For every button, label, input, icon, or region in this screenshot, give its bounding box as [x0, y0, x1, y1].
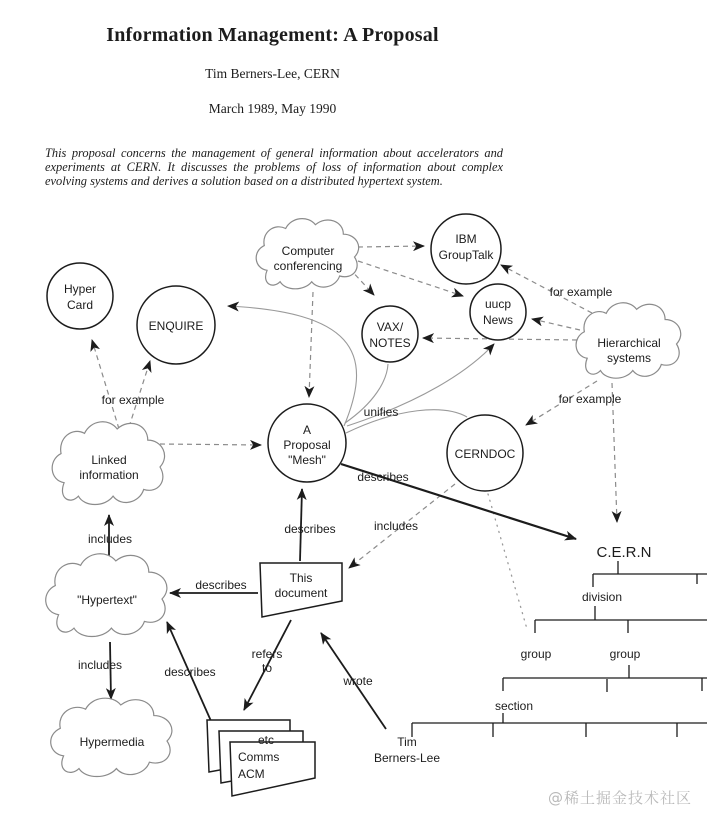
- label-includes-hypertext-hypermedia: includes: [77, 658, 123, 672]
- label-ibm-2: GroupTalk: [438, 248, 494, 262]
- label-mesh-2: Proposal: [283, 438, 331, 452]
- label-berners-lee: Berners-Lee: [373, 751, 441, 765]
- org-tree-lines: [412, 561, 707, 737]
- label-cern-root: C.E.R.N: [596, 544, 652, 561]
- label-hypercard-1: Hyper: [63, 282, 97, 296]
- label-refers-1: refers: [251, 647, 283, 661]
- label-unifies: unifies: [363, 405, 399, 419]
- label-conferencing-2: conferencing: [273, 259, 343, 273]
- circle-uucp-news: [470, 284, 526, 340]
- label-vax-2: NOTES: [369, 336, 411, 350]
- label-document-2: document: [274, 586, 328, 600]
- label-tim: Tim: [397, 735, 417, 749]
- label-linked-2: information: [79, 468, 139, 482]
- label-mesh-3: "Mesh": [288, 453, 326, 467]
- edge-linked-to-mesh: [160, 444, 261, 445]
- label-group-1: group: [520, 647, 552, 661]
- org-tree-labels: [374, 544, 652, 765]
- label-describes-doc-mesh: describes: [284, 522, 336, 536]
- edge-linked-to-hypercard: [92, 340, 119, 429]
- label-hierarchical-2: systems: [606, 351, 652, 365]
- label-division: division: [581, 590, 623, 604]
- unifies-arcs: [228, 306, 494, 433]
- watermark: @稀土掘金技术社区: [548, 789, 693, 807]
- label-hypermedia: Hypermedia: [79, 735, 145, 749]
- paper-abstract: This proposal concerns the management of general information about accelerators and experiments at CERN. It discusses the problems of loss of information about complex evolving systems and derives a solution based on a distributed hypertext system.: [45, 146, 503, 189]
- paper-date: March 1989, May 1990: [208, 101, 337, 116]
- label-ibm-1: IBM: [455, 232, 477, 246]
- label-section: section: [494, 699, 534, 713]
- label-describes-papers-hypertext: describes: [164, 665, 216, 679]
- edge-cerndoc-to-group-dotted: [488, 494, 527, 629]
- label-hypertext: "Hypertext": [77, 593, 137, 607]
- label-group-2: group: [609, 647, 641, 661]
- label-uucp-1: uucp: [484, 297, 512, 311]
- circle-hypercard: [47, 263, 113, 329]
- label-vax-1: VAX/: [376, 320, 404, 334]
- paper-author: Tim Berners-Lee, CERN: [205, 66, 340, 81]
- edge-hierarchical-to-uucp: [532, 319, 580, 330]
- label-uucp-2: News: [482, 313, 514, 327]
- label-hierarchical-1: Hierarchical: [597, 336, 661, 350]
- label-papers-etc: etc: [257, 733, 275, 747]
- label-describes-mesh-cern: describes: [357, 470, 409, 484]
- label-mesh-1: A: [302, 423, 312, 437]
- label-cerndoc: CERNDOC: [454, 447, 516, 461]
- label-hypercard-2: Card: [66, 298, 94, 312]
- cloud-nodes: [46, 219, 681, 777]
- label-includes-cerndoc-doc: includes: [373, 519, 419, 533]
- label-includes-hypertext-linked: includes: [87, 532, 133, 546]
- edge-conferencing-to-ibm: [358, 246, 424, 247]
- label-papers-acm: ACM: [238, 767, 265, 781]
- label-refers-2: to: [261, 661, 273, 675]
- label-enquire: ENQUIRE: [148, 319, 204, 333]
- label-wrote: wrote: [343, 674, 373, 688]
- label-papers-comms: Comms: [238, 750, 280, 764]
- label-conferencing-1: Computer: [281, 244, 335, 258]
- label-linked-1: Linked: [91, 453, 127, 467]
- edge-conferencing-to-mesh: [309, 292, 313, 397]
- label-for-example-left: for example: [101, 393, 165, 407]
- paper-title: Information Management: A Proposal: [106, 24, 439, 46]
- label-for-example-top-right: for example: [549, 285, 613, 299]
- label-document-1: This: [289, 571, 313, 585]
- label-describes-doc-hypertext: describes: [195, 578, 247, 592]
- label-for-example-right: for example: [558, 392, 622, 406]
- circle-vax-notes: [362, 306, 418, 362]
